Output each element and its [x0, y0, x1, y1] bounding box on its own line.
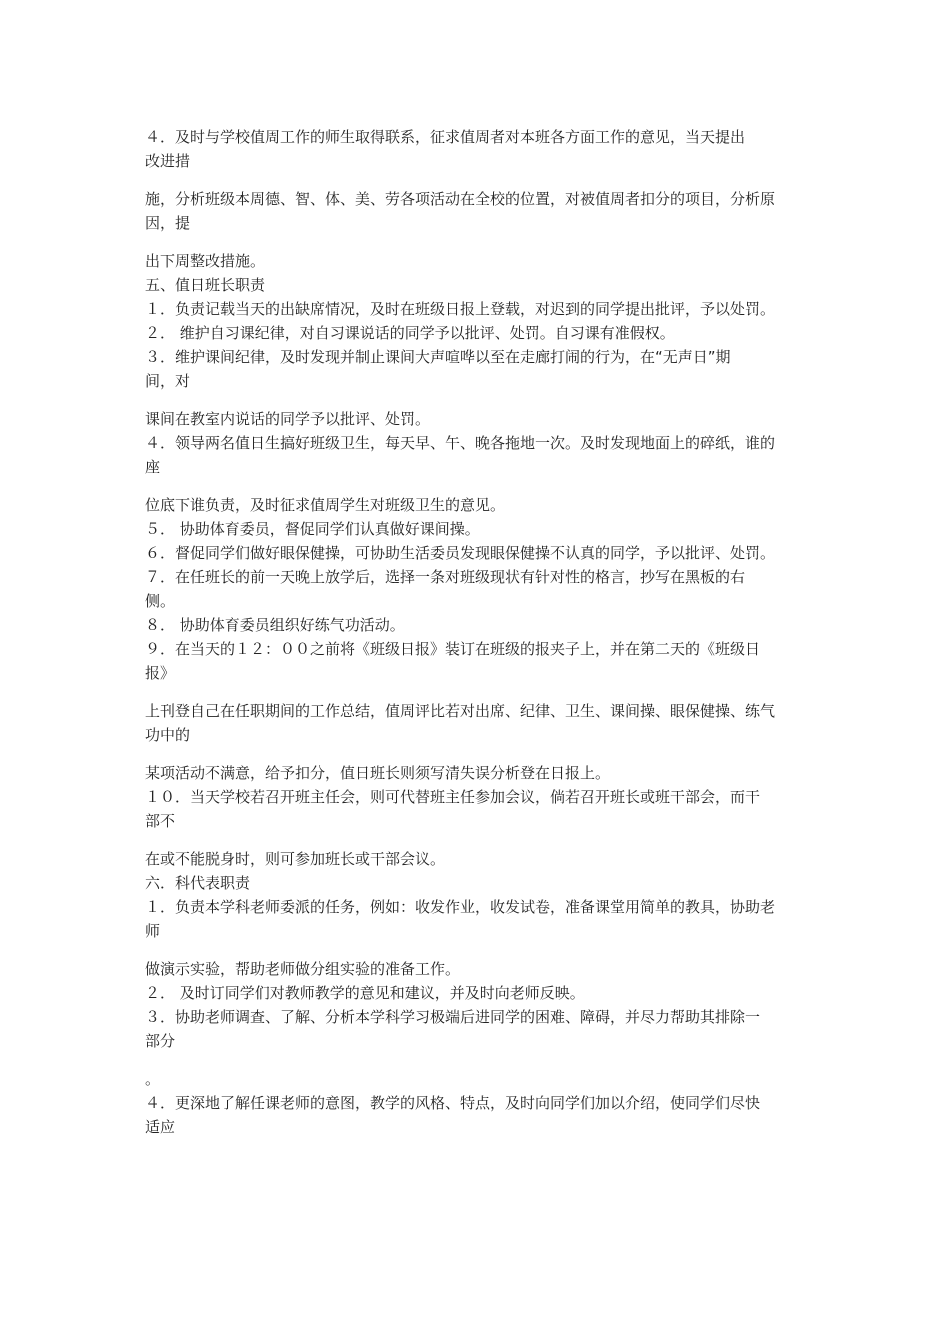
text-line: 施，分析班级本周德、智、体、美、劳各项活动在全校的位置，对被值周者扣分的项目，分析原: [145, 190, 776, 208]
text-line: 间，对: [145, 372, 191, 390]
text-line: 部分: [145, 1032, 176, 1050]
text-line: 位底下谁负责，及时征求值周学生对班级卫生的意见。: [145, 496, 506, 514]
text-line: ３．维护课间纪律，及时发现并制止课间大声喧哗以至在走廊打闹的行为，在“无声日”期: [145, 348, 731, 366]
text-line: １０．当天学校若召开班主任会，则可代替班主任参加会议，倘若召开班长或班干部会，而干: [145, 788, 761, 806]
text-line: 。: [145, 1070, 161, 1088]
text-line: 座: [145, 458, 161, 476]
text-line: 在或不能脱身时，则可参加班长或干部会议。: [145, 850, 446, 868]
text-line: ２． 及时订同学们对教师教学的意见和建议，并及时向老师反映。: [145, 984, 585, 1002]
text-line: 报》: [145, 664, 176, 682]
text-line: 适应: [145, 1118, 176, 1136]
document-page: [145, 125, 825, 1139]
text-line: 做演示实验，帮助老师做分组实验的准备工作。: [145, 960, 461, 978]
section-heading: 五、值日班长职责: [145, 276, 266, 294]
text-line: ４．及时与学校值周工作的师生取得联系，征求值周者对本班各方面工作的意见，当天提出: [145, 128, 746, 146]
text-line: ４．更深地了解任课老师的意图，教学的风格、特点，及时向同学们加以介绍，使同学们尽快: [145, 1094, 761, 1112]
text-line: ７．在任班长的前一天晚上放学后，选择一条对班级现状有针对性的格言，抄写在黑板的右: [145, 568, 746, 586]
text-line: ６．督促同学们做好眼保健操，可协助生活委员发现眼保健操不认真的同学，予以批评、处罚。: [145, 544, 776, 562]
text-line: 某项活动不满意，给予扣分，值日班长则须写清失误分析登在日报上。: [145, 764, 611, 782]
text-line: 因，提: [145, 214, 191, 232]
text-line: ５． 协助体育委员，督促同学们认真做好课间操。: [145, 520, 480, 538]
text-line: 部不: [145, 812, 176, 830]
text-line: ２． 维护自习课纪律，对自习课说话的同学予以批评、处罚。自习课有准假权。: [145, 324, 675, 342]
text-line: 出下周整改措施。: [145, 252, 266, 270]
text-line: ８． 协助体育委员组织好练气功活动。: [145, 616, 405, 634]
text-line: 上刊登自己在任职期间的工作总结，值周评比若对出席、纪律、卫生、课间操、眼保健操、练气: [145, 702, 776, 720]
text-line: 改进措: [145, 152, 191, 170]
text-line: 师: [145, 922, 161, 940]
text-line: １．负责本学科老师委派的任务，例如：收发作业，收发试卷，准备课堂用简单的教具，协助老: [145, 898, 776, 916]
text-line: 功中的: [145, 726, 191, 744]
text-line: ９．在当天的１２：００之前将《班级日报》装订在班级的报夹子上，并在第二天的《班级日: [145, 640, 761, 658]
text-line: １．负责记载当天的出缺席情况，及时在班级日报上登载，对迟到的同学提出批评，予以处罚。: [145, 300, 776, 318]
text-line: ４．领导两名值日生搞好班级卫生，每天早、午、晚各拖地一次。及时发现地面上的碎纸，谁的: [145, 434, 776, 452]
section-heading: 六．科代表职责: [145, 874, 251, 892]
text-line: 课间在教室内说话的同学予以批评、处罚。: [145, 410, 431, 428]
text-line: ３．协助老师调查、了解、分析本学科学习极端后进同学的困难、障碍，并尽力帮助其排除一: [145, 1008, 761, 1026]
text-line: 侧。: [145, 592, 176, 610]
